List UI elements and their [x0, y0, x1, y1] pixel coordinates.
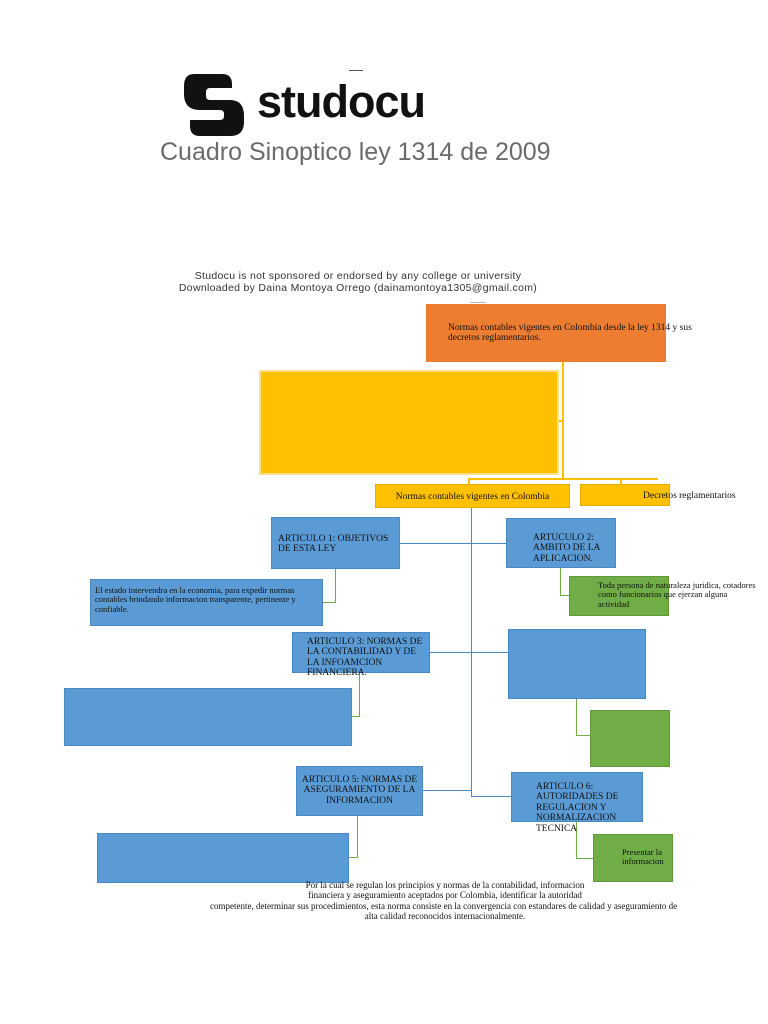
art6-desc-node: Presentar la informacion — [593, 834, 673, 882]
art2-desc-v-line — [560, 568, 561, 596]
art2-node: ARTUCULO 2: AMBITO DE LA APLICACION. — [506, 518, 616, 568]
sponsor-notice: Studocu is not sponsored or endorsed by any college or university — [194, 270, 522, 282]
footer-paragraph — [210, 880, 680, 921]
art4-desc-v-line — [576, 698, 577, 736]
root-top-line — [470, 302, 486, 303]
art6-connector — [471, 796, 513, 797]
art4-desc-node — [590, 710, 670, 767]
art5-node: ARTICULO 5: NORMAS DE ASEGURAMIENTO DE LA INFORMACION — [296, 766, 423, 816]
art6-desc-h-line — [576, 858, 594, 859]
footer-line-4: alta calidad reconocidos internacionalmente. — [364, 911, 526, 922]
art5-desc-v-line — [357, 815, 358, 858]
footer-line-3: competente, determinar sus procedimientos, esta norma consiste en la convergencia con estandares de calidad y aseguramiento de — [210, 900, 678, 911]
art2-desc-node: Toda persona de naturaleza juridica, cotadores como funcionarios que ejerzan alguna actividad — [569, 576, 669, 616]
empty-yellow-node — [259, 370, 559, 475]
art1-desc-node: El estado intervendra en la economia, para expedir normas contables brindando informacion transparente, pertinente y confiable. — [90, 579, 323, 626]
studocu-logo-icon — [180, 70, 250, 140]
art1-connector — [400, 543, 471, 544]
art5-connector — [423, 790, 471, 791]
synoptic-diagram — [0, 300, 756, 940]
art1-node: ARTICULO 1: OBJETIVOS DE ESTA LEY — [271, 517, 400, 569]
level1-normas-node: Normas contables vigentes en Colombia — [375, 484, 570, 508]
art6-node: ARTICULO 6: AUTORIDADES DE REGULACION Y NORMALIZACION TECNICA — [511, 772, 643, 822]
art3-desc-node — [64, 688, 352, 746]
art3-desc-v-line — [359, 673, 360, 717]
art1-desc-v-line — [335, 568, 336, 603]
art2-connector — [471, 543, 507, 544]
art3-node: ARTICULO 3: NORMAS DE LA CONTABILIDAD Y DE LA INFOAMCION FINANCIERA. — [292, 632, 430, 673]
art5-desc-h-line — [348, 857, 358, 858]
art4-node — [508, 629, 646, 699]
brand-name: studocu — [257, 76, 425, 127]
art1-desc-h-line — [323, 602, 336, 603]
art3-desc-h-line — [351, 716, 360, 717]
art5-desc-node — [97, 833, 349, 883]
footer-line-1: Por la cual se regulan los principios y normas de la contabilidad, informacion — [305, 880, 585, 890]
art3-connector — [430, 652, 471, 653]
footer-line-2: financiera y aseguramiento aceptados por Colombia, identificar la autoridad — [308, 890, 582, 901]
document-title: Cuadro Sinoptico ley 1314 de 2009 — [160, 138, 551, 166]
root-branch-horizontal-line — [468, 478, 658, 480]
level1-decretos-node: Decretos reglamentarios — [580, 484, 670, 506]
art4-connector — [471, 652, 509, 653]
download-notice: Downloaded by Daina Montoya Orrego (dainamontoya1305@gmail.com) — [178, 282, 538, 294]
logo-dash — [349, 70, 363, 71]
root-node: Normas contables vigentes en Colombia desde la ley 1314 y sus decretos reglamentarios. — [426, 304, 666, 362]
art4-desc-h-line — [576, 735, 590, 736]
